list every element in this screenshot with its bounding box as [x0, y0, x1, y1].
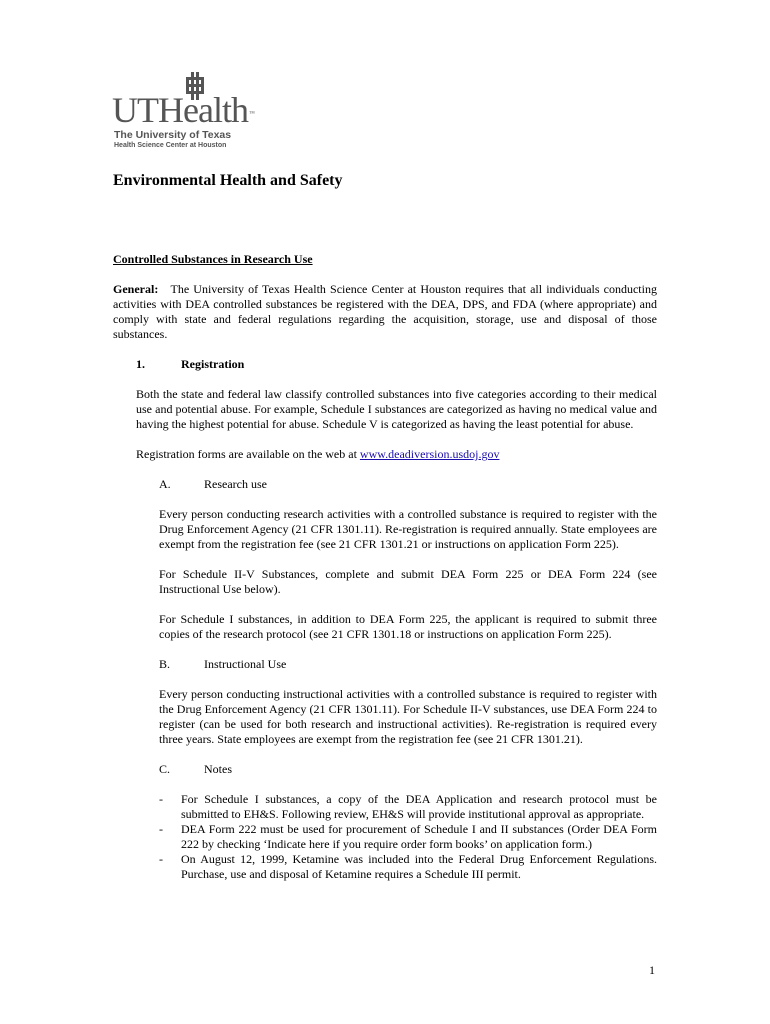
subsection-instructional-use-heading: B. Instructional Use [159, 657, 287, 671]
notes-list [159, 792, 657, 882]
dea-diversion-link[interactable]: www.deadiversion.usdoj.gov [359, 447, 500, 461]
general-label: General: [113, 282, 159, 296]
department-title: Environmental Health and Safety [113, 172, 343, 189]
instructional-use-paragraph: Every person conducting instructional activities with a controlled substance is required to register with the Drug Enforcement Agency (21 CFR 1301.11). For Schedule II-V substances, use DEA Form 224 to register (can be used for both research and instructional activities). Re-registration is required every three years. State employees are exempt from the registration fee (see 21 CFR 1301.21). [159, 687, 657, 746]
logo-university-line: The University of Texas [114, 129, 232, 141]
document-body [113, 252, 657, 882]
section-registration-heading: 1. Registration [136, 357, 245, 371]
general-text: The University of Texas Health Science Center at Houston requires that all individuals conducting activities with DEA controlled substances be registered with the DEA, DPS, and FDA (where appropriate) and comply with state and federal regulations regarding the acquisition, storage, use and disposal of those substances. [113, 282, 657, 341]
registration-paragraph: Both the state and federal law classify controlled substances into five categories according to their medical use and potential abuse. For example, Schedule I substances are categorized as having no medical value and having the highest potential for abuse. Schedule V is categorized as having the least potential for abuse. [136, 387, 657, 431]
logo-wordmark: UTHealth™ [112, 90, 255, 130]
subsection-notes-heading: C. Notes [159, 762, 232, 776]
list-item: - For Schedule I substances, a copy of the DEA Application and research protocol must be submitted to EH&S. Following review, EH&S will provide institutional approval as appropriate. [159, 792, 657, 821]
research-use-paragraph-2: For Schedule II-V Substances, complete and submit DEA Form 225 or DEA Form 224 (see Instructional Use below). [159, 567, 657, 596]
document-title: Controlled Substances in Research Use [113, 252, 313, 266]
logo-center-line: Health Science Center at Houston [114, 142, 227, 149]
research-use-paragraph-3: For Schedule I substances, in addition to DEA Form 225, the applicant is required to submit three copies of the research protocol (see 21 CFR 1301.18 or instructions on application Form 225). [159, 612, 657, 641]
general-paragraph [113, 282, 657, 342]
registration-forms-paragraph: Registration forms are available on the web at www.deadiversion.usdoj.gov [136, 447, 500, 461]
list-item: - DEA Form 222 must be used for procurement of Schedule I and II substances (Order DEA Form 222 by checking ‘Indicate here if you require order form books’ on application form.) [159, 822, 657, 851]
research-use-paragraph-1: Every person conducting research activities with a controlled substance is required to register with the Drug Enforcement Agency (21 CFR 1301.11). Re-registration is required annually. State employees are exempt from the registration fee (see 21 CFR 1301.21 or instructions on application Form 225). [159, 507, 657, 551]
page-number: 1 [649, 963, 655, 977]
list-item: - On August 12, 1999, Ketamine was included into the Federal Drug Enforcement Regulations. Purchase, use and disposal of Ketamine requires a Schedule III permit. [159, 852, 657, 881]
subsection-research-use-heading: A. Research use [159, 477, 267, 491]
